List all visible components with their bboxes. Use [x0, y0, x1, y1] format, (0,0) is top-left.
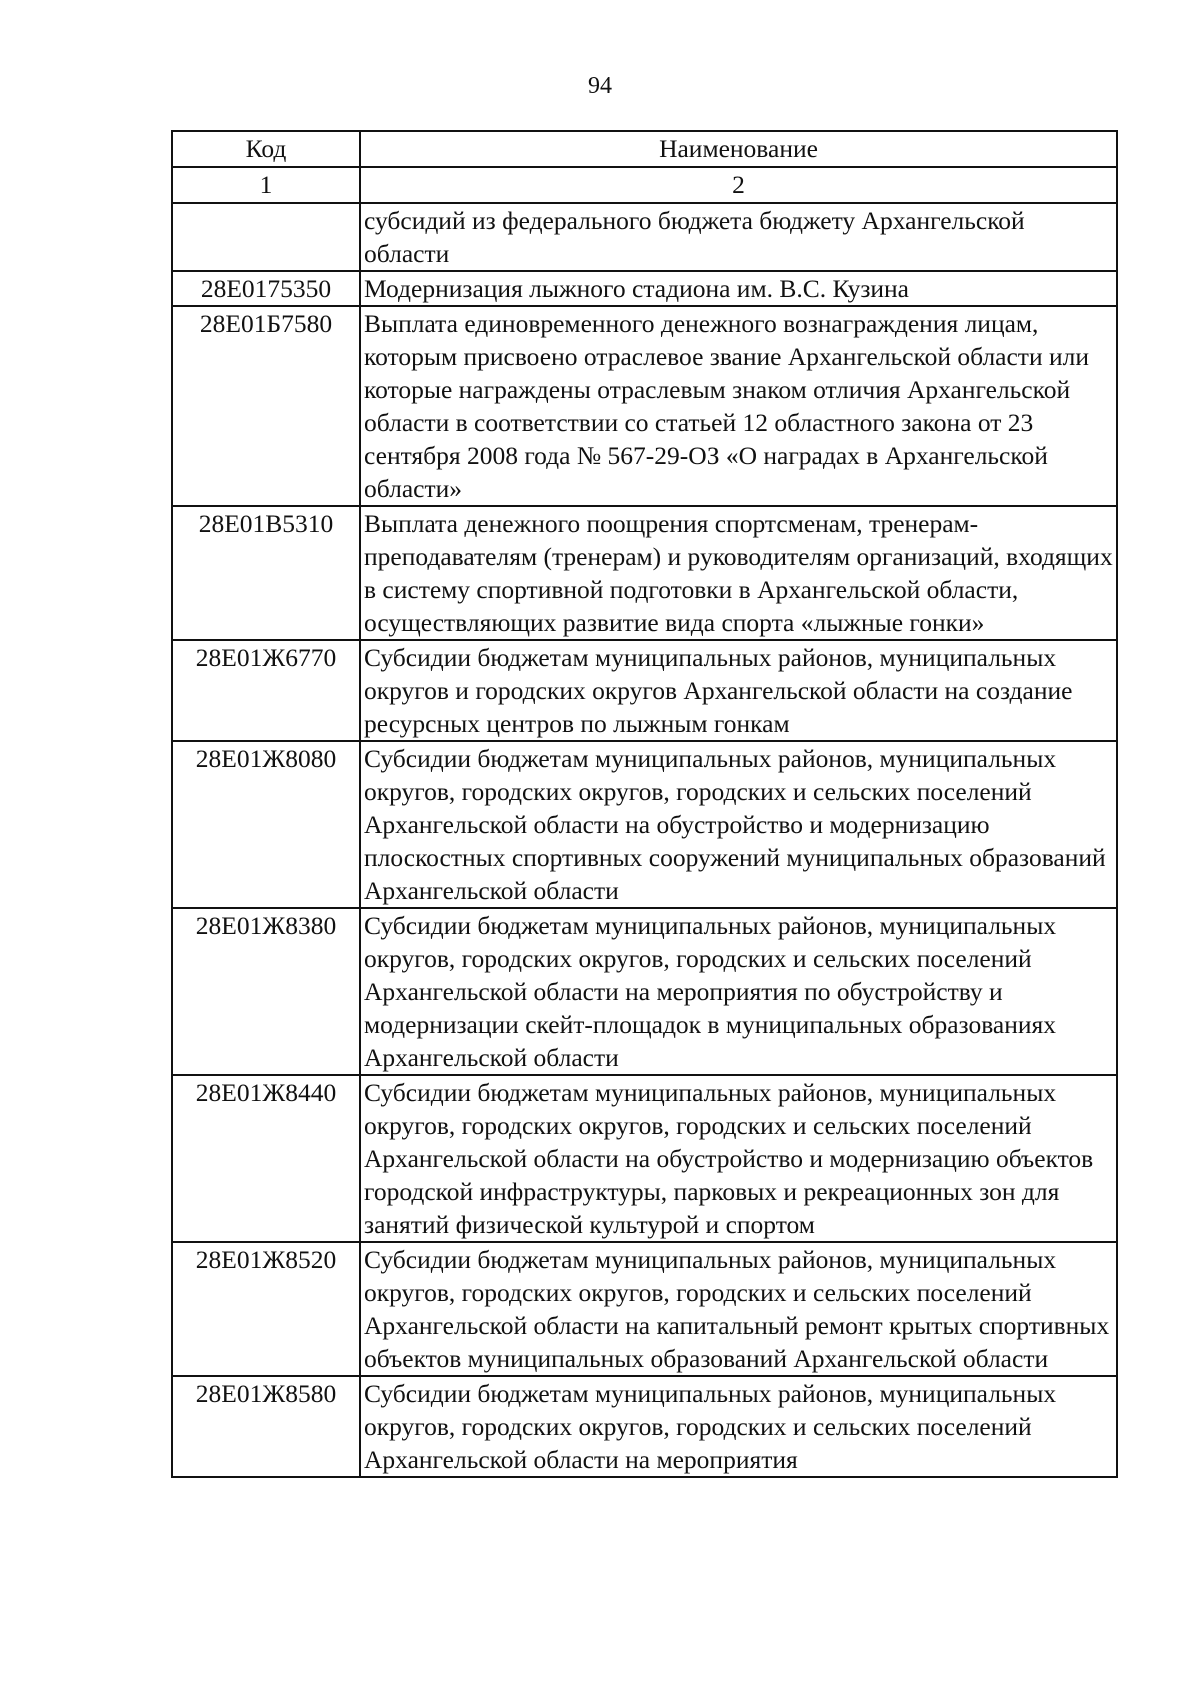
table-row: [172, 306, 1117, 506]
row-name: Субсидии бюджетам муниципальных районов, муниципальных округов, городских округов, городских и сельских поселений Архангельской области на мероприятия: [360, 1376, 1117, 1477]
budget-codes-table: [171, 130, 1118, 1478]
row-name: субсидий из федерального бюджета бюджету Архангельской области: [360, 203, 1117, 271]
table-row: [172, 1075, 1117, 1242]
table-row: [172, 908, 1117, 1075]
row-name: Субсидии бюджетам муниципальных районов, муниципальных округов и городских округов Архангельской области на создание ресурсных центров по лыжным гонкам: [360, 640, 1117, 741]
row-name: Выплата денежного поощрения спортсменам, тренерам-преподавателям (тренерам) и руководителям организаций, входящих в систему спортивной подготовки в Архангельской области, осуществляющих развитие вида спорта «лыжные гонки»: [360, 506, 1117, 640]
header-row: [172, 131, 1117, 167]
page-number: 94: [588, 73, 612, 99]
row-code: 28Е01Ж8380: [172, 908, 360, 1075]
row-name: Субсидии бюджетам муниципальных районов, муниципальных округов, городских округов, городских и сельских поселений Архангельской области на мероприятия по обустройству и модернизации скейт-площадок в муниципальных образованиях Архангельской области: [360, 908, 1117, 1075]
table-row: [172, 203, 1117, 271]
table-row: [172, 741, 1117, 908]
table-row: [172, 640, 1117, 741]
table-row: [172, 1242, 1117, 1376]
table-row: [172, 1376, 1117, 1477]
table-row: [172, 271, 1117, 306]
row-name: Выплата единовременного денежного вознаграждения лицам, которым присвоено отраслевое звание Архангельской области или которые награждены отраслевым знаком отличия Архангельской области в соответствии со статьей 12 областного закона от 23 сентября 2008 года № 567-29-ОЗ «О наградах в Архангельской области»: [360, 306, 1117, 506]
row-code: 28Е01Ж8580: [172, 1376, 360, 1477]
header-code: Код: [172, 131, 360, 167]
row-code: 28Е01Б7580: [172, 306, 360, 506]
row-code: 28Е01Ж8440: [172, 1075, 360, 1242]
column-number-name: 2: [360, 167, 1117, 203]
header-name: Наименование: [360, 131, 1117, 167]
column-number-code: 1: [172, 167, 360, 203]
row-code: 28Е01В5310: [172, 506, 360, 640]
row-name: Субсидии бюджетам муниципальных районов, муниципальных округов, городских округов, городских и сельских поселений Архангельской области на капитальный ремонт крытых спортивных объектов муниципальных образований Архангельской области: [360, 1242, 1117, 1376]
numbering-row: [172, 167, 1117, 203]
row-code: 28Е0175350: [172, 271, 360, 306]
row-code: 28Е01Ж8520: [172, 1242, 360, 1376]
row-code: 28Е01Ж8080: [172, 741, 360, 908]
row-code: 28Е01Ж6770: [172, 640, 360, 741]
table-row: [172, 506, 1117, 640]
row-code: [172, 203, 360, 271]
row-name: Субсидии бюджетам муниципальных районов, муниципальных округов, городских округов, городских и сельских поселений Архангельской области на обустройство и модернизацию объектов городской инфраструктуры, парковых и рекреационных зон для занятий физической культурой и спортом: [360, 1075, 1117, 1242]
row-name: Модернизация лыжного стадиона им. В.С. Кузина: [360, 271, 1117, 306]
row-name: Субсидии бюджетам муниципальных районов, муниципальных округов, городских округов, городских и сельских поселений Архангельской области на обустройство и модернизацию плоскостных спортивных сооружений муниципальных образований Архангельской области: [360, 741, 1117, 908]
